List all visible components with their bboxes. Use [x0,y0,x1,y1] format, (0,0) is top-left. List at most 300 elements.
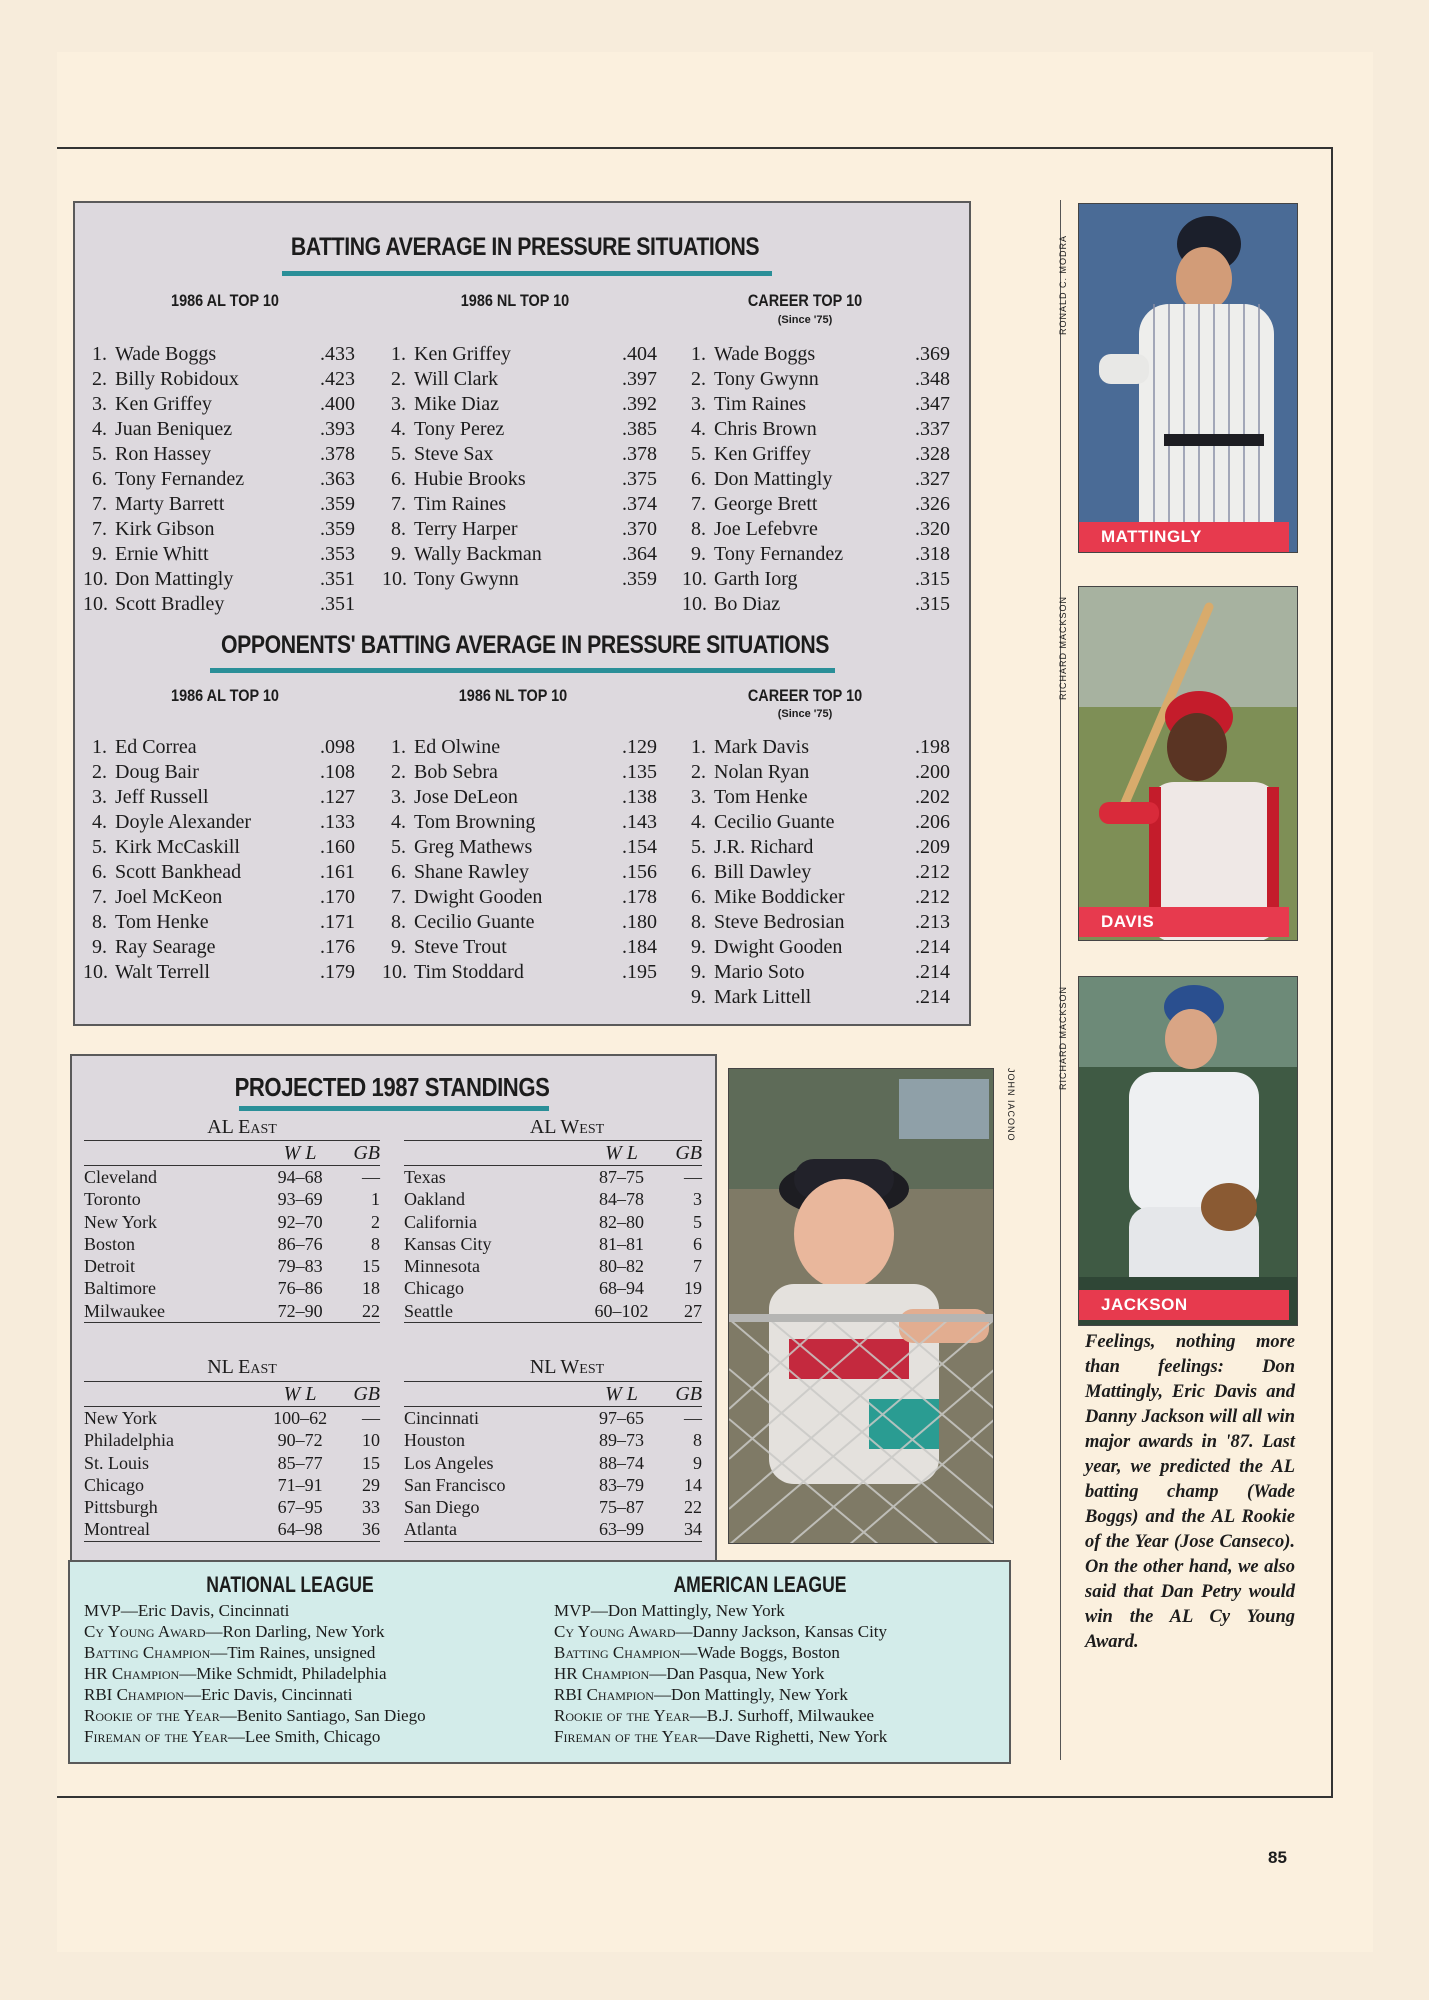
table-row [404,1277,702,1299]
standings-gb: 6 [693,1233,702,1254]
table-row [404,1166,702,1189]
nl-awards-list [84,1600,426,1747]
player-name: Bill Dawley [714,861,812,883]
table-row [404,1188,702,1210]
table-row [84,1518,380,1541]
standings-gb: 36 [344,1518,380,1541]
rank: 5. [92,836,107,858]
award-line [554,1621,887,1642]
average: .359 [622,568,657,590]
al-east-table [84,1140,380,1323]
al-awards-title: AMERICAN LEAGUE [673,1572,847,1597]
batting-title: BATTING AVERAGE IN PRESSURE SITUATIONS [290,233,760,261]
standings-gb: — [362,1167,380,1187]
list-item [682,810,950,835]
award-winner: Ron Darling, New York [222,1622,385,1641]
award-dash: — [210,1643,228,1662]
rank: 3. [92,393,107,415]
award-line [84,1726,426,1747]
player-name: Ed Correa [115,736,197,758]
average: .212 [915,861,950,883]
table-row [84,1166,380,1189]
average: .129 [622,736,657,758]
rank: 3. [691,393,706,415]
rank: 9. [391,543,406,565]
award-dash: — [183,1685,201,1704]
player-name: Ken Griffey [115,393,212,415]
standings-wl: 79–83 [277,1256,323,1277]
award-label: Cy Young Award [84,1622,206,1641]
list-item [382,960,657,985]
award-label: Fireman of the Year [554,1727,698,1746]
standings-wl: 67–95 [277,1497,323,1518]
list-item [83,492,355,517]
rank: 9. [691,961,706,983]
standings-wl: 64–98 [256,1518,345,1541]
award-winner: Eric Davis, Cincinnati [137,1601,290,1620]
average: .393 [320,418,355,440]
table-row [84,1429,380,1451]
rank: 6. [691,861,706,883]
rank: 1. [391,343,406,365]
rank: 5. [691,443,706,465]
award-dash: — [590,1601,608,1620]
sidebar-divider [1060,200,1061,1760]
rank: 9. [391,936,406,958]
award-line [554,1726,887,1747]
award-dash: — [689,1706,707,1725]
batting-career-list [682,342,950,617]
standings-wl: 60–102 [577,1300,666,1323]
rank: 1. [92,736,107,758]
average: .315 [915,568,950,590]
award-label: Batting Champion [554,1643,681,1662]
award-line [84,1621,426,1642]
average: .213 [915,911,950,933]
standings-gb: 27 [666,1300,702,1323]
average: .404 [622,343,657,365]
average: .315 [915,593,950,615]
standings-wl: 94–68 [277,1167,323,1187]
award-label: RBI Champion [84,1685,184,1704]
average: .400 [320,393,355,415]
list-item [382,785,657,810]
standings-wl: 68–94 [599,1278,645,1299]
average: .195 [622,961,657,983]
rank: 7. [391,493,406,515]
table-row [84,1277,380,1299]
al-west-title: AL West [529,1116,605,1138]
list-item [83,592,355,617]
list-item [682,417,950,442]
award-winner: Dan Pasqua, New York [666,1664,825,1683]
player-name: Doyle Alexander [115,811,252,833]
rank: 8. [92,911,107,933]
rank: 6. [92,468,107,490]
average: .318 [915,543,950,565]
list-item [382,935,657,960]
standings-wl: 90–72 [277,1430,323,1451]
standings-wl: 83–79 [599,1474,645,1495]
average: .433 [320,343,355,365]
player-name: Scott Bankhead [115,861,242,883]
rank: 6. [691,886,706,908]
award-dash: — [697,1727,715,1746]
average: .156 [622,861,657,883]
award-dash: — [205,1622,223,1641]
list-item [382,835,657,860]
standings-gb: 19 [684,1278,702,1299]
standings-gb: — [684,1167,702,1187]
page-number: 85 [1268,1848,1287,1867]
column-header-gb: GB [344,1141,380,1166]
award-label: Rookie of the Year [554,1706,690,1725]
standings-wl: 89–73 [599,1430,645,1451]
standings-team: Chicago [84,1474,144,1495]
average: .320 [915,518,950,540]
average: .143 [622,811,657,833]
player-name: Joel McKeon [115,886,223,908]
column-header-team [84,1141,256,1166]
list-item [83,885,355,910]
list-item [682,785,950,810]
standings-gb: 22 [684,1497,702,1518]
davis-photo-credit: RICHARD MACKSON [1058,595,1068,700]
davis-illustration [1079,587,1298,941]
list-item [682,392,950,417]
list-item [682,985,950,1010]
award-winner: Don Mattingly, New York [670,1685,848,1704]
player-name: Dwight Gooden [714,936,843,958]
award-dash: — [179,1664,197,1683]
player-name: Kirk Gibson [115,518,215,540]
player-name: Mark Littell [714,986,812,1008]
batting-career-sub: (Since '75) [777,314,833,326]
player-name: Nolan Ryan [714,761,810,783]
table-row [84,1496,380,1518]
award-line [84,1684,426,1705]
awards-box [68,1560,1011,1764]
player-name: Will Clark [414,368,499,390]
average: .160 [320,836,355,858]
average: .369 [915,343,950,365]
player-name: Wade Boggs [115,343,217,365]
average: .364 [622,543,657,565]
award-line [84,1663,426,1684]
rank: 10. [83,593,108,615]
list-item [83,567,355,592]
al-awards-list [554,1600,887,1747]
award-line [554,1684,887,1705]
player-name: Wade Boggs [714,343,816,365]
standings-team: Seattle [404,1300,577,1323]
award-label: MVP [554,1601,591,1620]
rank: 4. [92,418,107,440]
rank: 9. [691,986,706,1008]
award-line [554,1705,887,1726]
standings-team: Minnesota [404,1256,480,1277]
batting-al-head: 1986 AL TOP 10 [171,291,279,310]
rank: 3. [391,786,406,808]
rank: 4. [391,811,406,833]
player-name: Mike Diaz [414,393,499,415]
standings-gb: — [362,1408,380,1428]
player-name: Tony Fernandez [115,468,245,490]
list-item [83,367,355,392]
standings-wl: 63–99 [577,1518,666,1541]
rank: 2. [391,761,406,783]
standings-gb: 8 [371,1233,380,1254]
player-name: Terry Harper [414,518,518,540]
award-line [84,1705,426,1726]
mattingly-tag: MATTINGLY [1079,522,1289,552]
list-item [83,935,355,960]
al-east-title: AL East [207,1116,277,1138]
list-item [83,517,355,542]
average: .171 [320,911,355,933]
player-name: Marty Barrett [115,493,225,515]
standings-team: New York [84,1408,158,1428]
player-name: Tim Stoddard [414,961,524,983]
player-name: Tony Perez [414,418,505,440]
player-name: Tom Henke [115,911,209,933]
table-row [404,1474,702,1496]
opp-career-sub: (Since '75) [777,708,833,720]
award-winner: Tim Raines, unsigned [227,1643,376,1662]
standings-gb: — [684,1408,702,1428]
player-name: Ray Searage [115,936,216,958]
standings-wl: 72–90 [256,1300,345,1323]
award-winner: Dave Righetti, New York [714,1727,888,1746]
player-name: Tom Henke [714,786,808,808]
list-item [382,735,657,760]
standings-gb: 1 [371,1189,380,1210]
list-item [682,735,950,760]
standings-team: Milwaukee [84,1300,256,1323]
list-item [83,835,355,860]
frame-rule-bottom [57,1796,1333,1798]
nl-west-title: NL West [529,1356,605,1378]
award-winner: Wade Boggs, Boston [697,1643,840,1662]
list-item [382,860,657,885]
average: .353 [320,543,355,565]
rank: 6. [691,468,706,490]
list-item [382,567,657,592]
column-header-wl: W L [256,1382,345,1407]
player-name: Wally Backman [414,543,542,565]
list-item [682,885,950,910]
player-name: Ken Griffey [414,343,511,365]
nl-west-table [404,1381,702,1542]
list-item [382,542,657,567]
award-label: MVP [84,1601,121,1620]
mattingly-photo-credit: RONALD C. MODRA [1058,234,1068,335]
opp-nl-head: 1986 NL TOP 10 [458,686,568,705]
standings-gb: 9 [693,1452,702,1473]
column-header-team [404,1141,577,1166]
list-item [382,467,657,492]
standings-title-underline [239,1106,549,1111]
award-winner: Lee Smith, Chicago [244,1727,381,1746]
jackson-illustration [1079,977,1298,1326]
award-winner: Eric Davis, Cincinnati [200,1685,353,1704]
average: .370 [622,518,657,540]
standings-wl: 71–91 [277,1474,323,1495]
standings-team: Cincinnati [404,1408,479,1428]
list-item [682,860,950,885]
standings-wl: 87–75 [599,1167,645,1187]
average: .108 [320,761,355,783]
award-line [84,1642,426,1663]
list-item [682,442,950,467]
average: .179 [320,961,355,983]
kid-photo-credit: JOHN IACONO [1006,1068,1016,1142]
award-label: Fireman of the Year [84,1727,228,1746]
standings-gb: 3 [693,1189,702,1210]
nl-east-title: NL East [207,1356,277,1378]
opp-career-head: CAREER TOP 10 [747,686,863,705]
opp-al-head: 1986 AL TOP 10 [171,686,279,705]
average: .198 [915,736,950,758]
standings-gb: 33 [362,1497,380,1518]
table-row [404,1407,702,1430]
player-name: Bo Diaz [714,593,781,615]
player-name: Ernie Whitt [115,543,209,565]
player-name: Garth Iorg [714,568,798,590]
standings-title: PROJECTED 1987 STANDINGS [234,1072,550,1102]
frame-rule-right [1331,147,1333,1797]
award-dash: — [680,1643,698,1662]
nl-awards-title: NATIONAL LEAGUE [206,1572,374,1597]
opp-al-list [83,735,355,985]
standings-wl: 76–86 [277,1278,323,1299]
column-header-team [84,1382,256,1407]
jackson-tag: JACKSON [1079,1290,1289,1320]
table-row [404,1255,702,1277]
rank: 7. [92,886,107,908]
standings-gb: 15 [362,1256,380,1277]
list-item [382,760,657,785]
award-label: HR Champion [84,1664,180,1683]
standings-team: California [404,1211,477,1232]
list-item [682,760,950,785]
average: .209 [915,836,950,858]
player-name: Kirk McCaskill [115,836,240,858]
player-name: Cecilio Guante [714,811,835,833]
standings-team: San Diego [404,1497,480,1518]
list-item [382,810,657,835]
average: .327 [915,468,950,490]
standings-team: Kansas City [404,1233,492,1254]
standings-team: Cleveland [84,1167,157,1187]
rank: 9. [691,936,706,958]
mattingly-photo [1078,203,1298,553]
rank: 9. [691,543,706,565]
batting-al-list [83,342,355,617]
rank: 6. [391,468,406,490]
standings-team: San Francisco [404,1474,506,1495]
standings-gb: 2 [371,1211,380,1232]
player-name: Steve Trout [414,936,507,958]
standings-gb: 8 [693,1430,702,1451]
award-dash: — [227,1727,245,1746]
player-name: Jeff Russell [115,786,209,808]
rank: 2. [92,368,107,390]
rank: 2. [391,368,406,390]
davis-tag: DAVIS [1079,907,1289,937]
average: .397 [622,368,657,390]
player-name: Tony Gwynn [714,368,819,390]
player-name: Billy Robidoux [115,368,239,390]
rank: 5. [691,836,706,858]
rank: 10. [83,961,108,983]
standings-gb: 29 [362,1474,380,1495]
list-item [382,367,657,392]
player-name: Tim Raines [414,493,507,515]
list-item [83,860,355,885]
list-item [682,492,950,517]
player-name: Ken Griffey [714,443,811,465]
kid-fan-photo [728,1068,994,1544]
standings-wl: 84–78 [599,1189,645,1210]
average: .359 [320,493,355,515]
frame-rule-top [57,147,1333,149]
average: .351 [320,568,355,590]
average: .127 [320,786,355,808]
average: .202 [915,786,950,808]
average: .337 [915,418,950,440]
average: .326 [915,493,950,515]
standings-team: Chicago [404,1278,464,1299]
average: .375 [622,468,657,490]
table-row [84,1188,380,1210]
standings-box [70,1054,717,1566]
award-winner: Mike Schmidt, Philadelphia [196,1664,387,1683]
column-header-gb: GB [666,1382,702,1407]
standings-wl: 100–62 [273,1408,328,1428]
opponents-title: OPPONENTS' BATTING AVERAGE IN PRESSURE SITUATIONS [220,631,830,659]
average: .200 [915,761,950,783]
table-row [404,1452,702,1474]
list-item [83,760,355,785]
average: .176 [320,936,355,958]
average: .378 [622,443,657,465]
player-name: Tom Browning [414,811,536,833]
award-line [84,1600,426,1621]
list-item [682,835,950,860]
rank: 7. [92,493,107,515]
rank: 4. [691,418,706,440]
standings-gb: 15 [362,1452,380,1473]
standings-wl: 85–77 [277,1452,323,1473]
opponents-title-underline [210,668,835,673]
player-name: Tony Fernandez [714,543,844,565]
table-row [404,1233,702,1255]
standings-gb: 18 [362,1278,380,1299]
award-line [554,1642,887,1663]
average: .133 [320,811,355,833]
rank: 3. [391,393,406,415]
column-header-gb: GB [666,1141,702,1166]
rank: 10. [682,568,707,590]
photo-caption: Feelings, nothing more than feelings: Don Mattingly, Eric Davis and Danny Jackson will all win major awards in '87. Last year, we predicted the AL batting champ (Wade Boggs) and the AL Rookie of the Year (Jose Canseco). On the other hand, we also said that Dan Petry would win the AL Cy Young Award. [1085,1332,1295,1652]
player-name: Mario Soto [714,961,805,983]
player-name: Don Mattingly [714,468,833,490]
kid-fan-illustration [729,1069,994,1544]
rank: 8. [391,911,406,933]
standings-team: Baltimore [84,1278,156,1299]
player-name: Greg Mathews [414,836,533,858]
